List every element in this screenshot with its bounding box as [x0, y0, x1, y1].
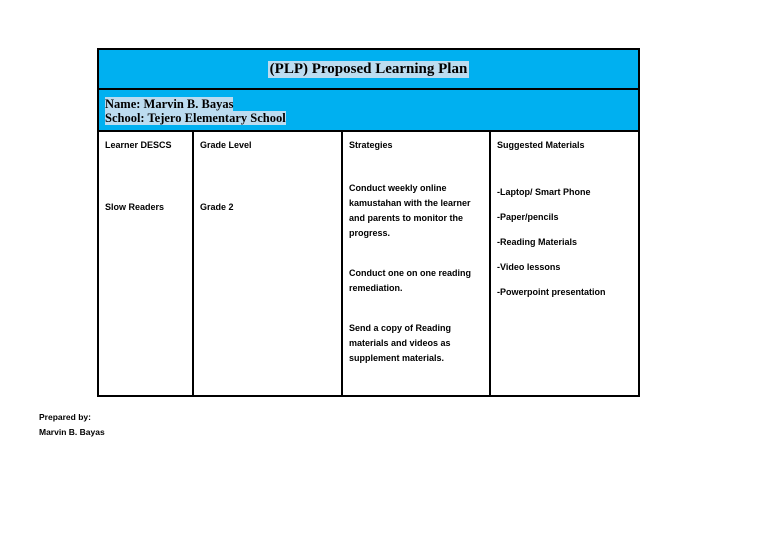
prepared-by-name: Marvin B. Bayas	[39, 427, 105, 437]
info-bar	[99, 90, 638, 132]
strategy-item: Send a copy of Reading materials and videos as supplement materials.	[349, 323, 452, 363]
header-materials: Suggested Materials	[497, 140, 585, 150]
strategy-item: Conduct weekly online kamustahan with the learner and parents to monitor the progress.	[349, 183, 471, 238]
header-strategies: Strategies	[349, 140, 393, 150]
prepared-by-label: Prepared by:	[39, 412, 91, 422]
plan-title: (PLP) Proposed Learning Plan	[269, 60, 468, 77]
material-item: -Laptop/ Smart Phone	[497, 187, 591, 197]
teacher-name: Name: Marvin B. Bayas	[105, 97, 234, 111]
header-grade: Grade Level	[200, 140, 252, 150]
grade-column	[194, 132, 343, 397]
materials-list	[497, 187, 606, 312]
strategies-column	[343, 132, 491, 397]
title-bar	[99, 50, 638, 90]
learner-column	[99, 132, 194, 397]
plan-grid	[99, 132, 638, 397]
school-name: School: Tejero Elementary School	[105, 111, 286, 125]
grade-value: Grade 2	[200, 202, 234, 212]
material-item: -Reading Materials	[497, 237, 578, 247]
learner-value: Slow Readers	[105, 202, 165, 212]
material-item: -Video lessons	[497, 262, 561, 272]
materials-column	[491, 132, 638, 397]
strategy-item: Conduct one on one reading remediation.	[349, 268, 471, 293]
header-learner: Learner DESCS	[105, 140, 172, 150]
material-item: -Powerpoint presentation	[497, 287, 606, 297]
material-item: -Paper/pencils	[497, 212, 559, 222]
proposed-learning-plan-table	[97, 48, 640, 397]
